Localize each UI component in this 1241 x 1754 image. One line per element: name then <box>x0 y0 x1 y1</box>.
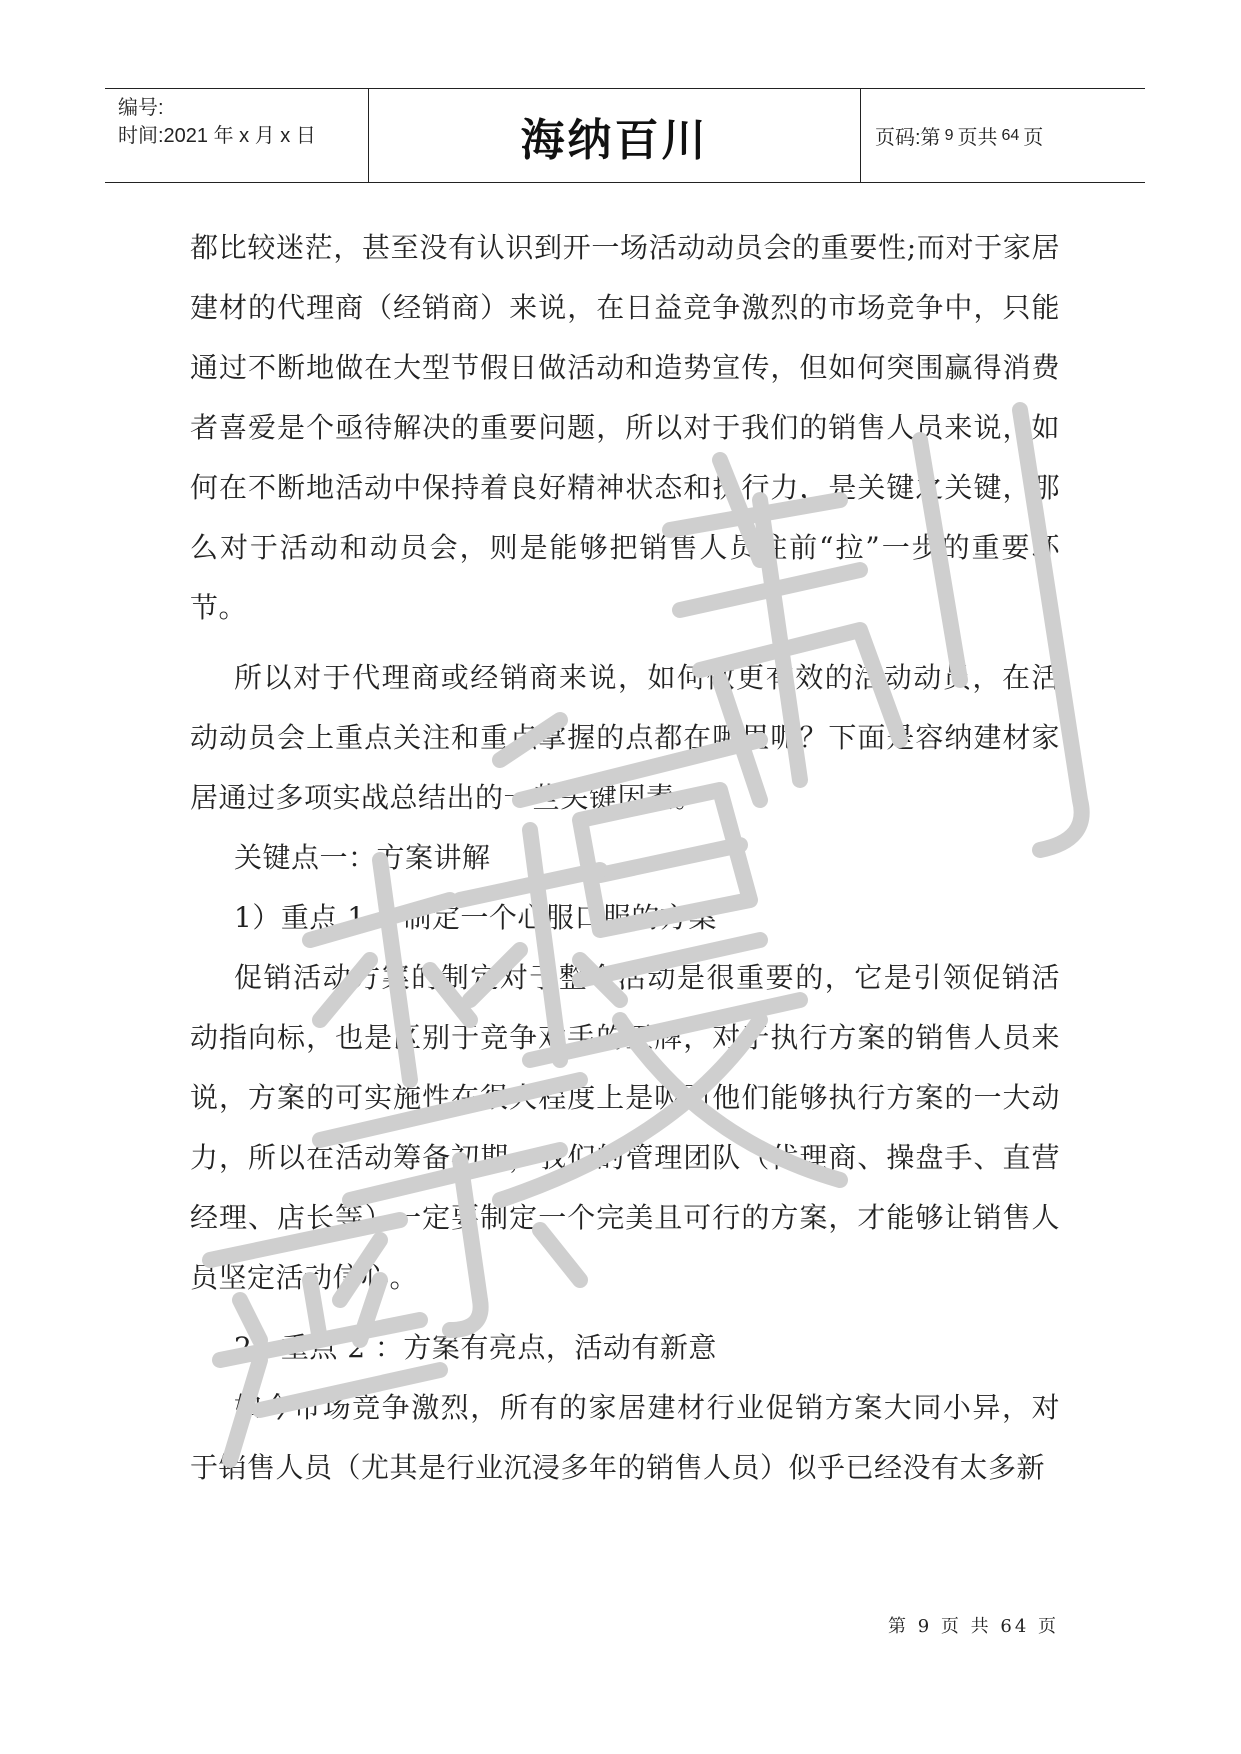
page-label-prefix: 页码:第 <box>875 127 941 149</box>
document-time-label: 时间:2021 年 x 月 x 日 <box>118 125 316 147</box>
header-title-cell <box>369 89 861 182</box>
subsection-heading: 1）重点 1 ：制定一个心服口服的方案 <box>234 901 717 934</box>
header-page-cell <box>861 89 1145 182</box>
body-paragraph: 促销活动方案的制定对于整个活动是很重要的，它是引领促销活动指向标，也是区别于竞争对手的王牌，对于执行方案的销售人员来说，方案的可实施性在很大程度上是吸引他们能够执行方案的一大动力，所以在活动筹备初期，我们的管理团队（代理商、操盘手、直营经理、店长等）一定要制定一个完美且可行的方案，才能够让销售人员坚定活动信心。 <box>190 961 1060 1294</box>
header-meta-cell <box>105 89 369 182</box>
page-total-number: 64 <box>1001 126 1020 144</box>
subsection-heading: 2）重点 2 ：方案有亮点，活动有新意 <box>234 1331 717 1364</box>
body-paragraph: 都比较迷茫，甚至没有认识到开一场活动动员会的重要性;而对于家居建材的代理商（经销商）来说，在日益竞争激烈的市场竞争中，只能通过不断地做在大型节假日做活动和造势宣传，但如何突围赢得消费者喜爱是个亟待解决的重要问题，所以对于我们的销售人员来说，如何在不断地活动中保持着良好精神状态和执行力，是关键之关键，那么对于活动和动员会，则是能够把销售人员往前“拉”一步的重要环节。 <box>190 231 1060 624</box>
document-body <box>190 218 1060 1498</box>
page-current-number: 9 <box>944 126 954 144</box>
body-paragraph: 如今市场竞争激烈，所有的家居建材行业促销方案大同小异，对于销售人员（尤其是行业沉浸多年的销售人员）似乎已经没有太多新 <box>190 1391 1060 1484</box>
page-label-mid: 页共 <box>957 127 998 149</box>
document-header <box>105 88 1145 183</box>
body-paragraph: 所以对于代理商或经销商来说，如何做更有效的活动动员，在活动动员会上重点关注和重点掌握的点都在哪里呢？下面是容纳建材家居通过多项实战总结出的一些关键因素。 <box>190 661 1060 814</box>
page-footer: 第 9 页 共 64 页 <box>888 1616 1059 1637</box>
document-number-label: 编号: <box>118 97 164 119</box>
section-heading: 关键点一：方案讲解 <box>234 841 491 874</box>
header-title: 海纳百川 <box>520 114 709 166</box>
page-label-suffix: 页 <box>1023 127 1044 149</box>
